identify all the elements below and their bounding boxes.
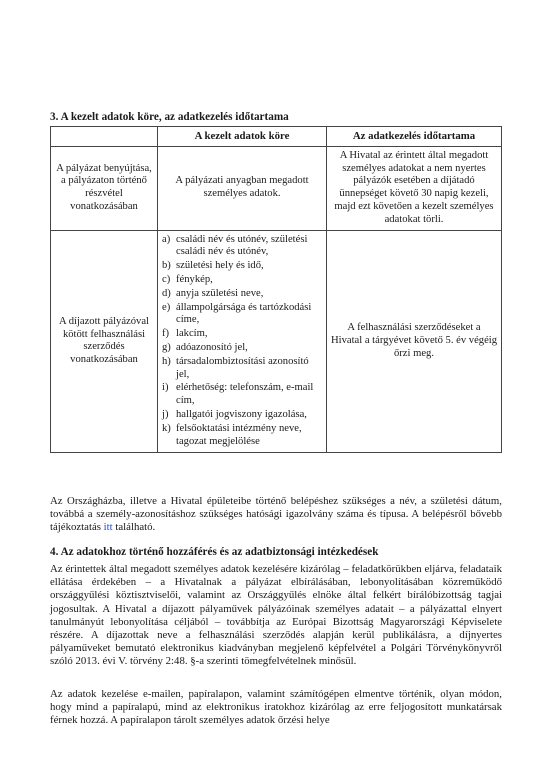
list-item: k) felsőoktatási intézmény neve, tagozat megjelölése	[162, 422, 302, 447]
table-header-empty	[51, 127, 158, 147]
entry-note-paragraph	[50, 495, 502, 535]
row2-context: A díjazott pályázóval kötött felhasználási szerződés vonatkozásában	[51, 230, 158, 453]
list-item: f) lakcím,	[162, 328, 208, 340]
personal-data-list	[162, 234, 322, 449]
row1-duration: A Hivatal az érintett által megadott személyes adatokat a nem nyertes pályázók esetében a díjátadó ünnepséget követő 30 napig kezeli, majd ezt követően a kezelt személyes adatokat törli.	[327, 146, 502, 230]
storage-paragraph: Az adatok kezelése e-mailen, papíralapon, valamint számítógépen elmentve történik, olyan módon, hogy mind a papíralapú, mind az elektronikus iratokhoz kizárólag az erre feljogosított munkatársak férnek hozzá. A papíralapon tárolt személyes adatok őrzési helye	[50, 688, 502, 727]
list-item: c) fénykép,	[162, 273, 213, 285]
list-item: j) hallgatói jogviszony igazolása,	[162, 408, 307, 420]
section-4-heading: 4. Az adatokhoz történő hozzáférés és az adatbiztonsági intézkedések	[50, 546, 379, 558]
row2-duration: A felhasználási szerződéseket a Hivatal a tárgyévet követő 5. év végéig őrzi meg.	[327, 230, 502, 453]
entry-info-link[interactable]: itt	[103, 521, 113, 534]
list-item: h) társadalombiztosítási azonosító jel,	[162, 355, 309, 380]
row1-data-scope: A pályázati anyagban megadott személyes adatok.	[158, 146, 327, 230]
section-3-heading: 3. A kezelt adatok köre, az adatkezelés időtartama	[50, 111, 289, 123]
table-row	[51, 146, 502, 230]
list-item: d) anyja születési neve,	[162, 287, 264, 299]
list-item: g) adóazonosító jel,	[162, 341, 248, 353]
row2-data-scope	[158, 230, 327, 453]
list-item: b) születési hely és idő,	[162, 260, 264, 272]
data-handling-table	[50, 126, 502, 453]
access-paragraph: Az érintettek által megadott személyes adatok kezelésére kizárólag – feladatkörükben eljárva, feladataik ellátása érdekében – a Hivatalnak a pályázat elbírálásában, lebonyolításában közreműködő országgyűlési köztisztviselői, valamint az Országgyűlés elnöke által felkért bírálóbizottság tagjai jogosultak. A Hivatal a díjazott pályaművek pályázóinak személyes adatait – a pályázattal elnyert tanulmányút lebonyolítása céljából – továbbítja az Európai Bizottság Magyarországi Képviselete részére. A díjazottak neve a felhasználási szerződés alapján kerül publikálásra, a díjnyertes pályaműveket bemutató elektronikus kiadványban megjelenő képfelvétel a Polgári Törvénykönyvről szóló 2013. évi V. törvény 2:48. §-a szerinti tömegfelvételnek minősül.	[50, 563, 502, 668]
entry-note-text: Az Országházba, illetve a Hivatal épületeibe történő belépéshez szükséges a név, a születési dátum, továbbá a személy-azonosításhoz szükséges hatósági igazolvány száma és típusa. A belépésről bővebb tájékoztatás	[50, 495, 502, 534]
table-header-row	[51, 127, 502, 147]
entry-note-end: található.	[115, 521, 156, 534]
table-header-duration: Az adatkezelés időtartama	[327, 127, 502, 147]
list-item: a) családi név és utónév, születési családi név és utónév,	[162, 233, 308, 258]
table-row	[51, 230, 502, 453]
table-header-data-scope: A kezelt adatok köre	[158, 127, 327, 147]
list-item: i) elérhetőség: telefonszám, e-mail cím,	[162, 382, 314, 407]
row1-context: A pályázat benyújtása, a pályázaton történő részvétel vonatkozásában	[51, 146, 158, 230]
list-item: e) állampolgársága és tartózkodási címe,	[162, 301, 312, 326]
